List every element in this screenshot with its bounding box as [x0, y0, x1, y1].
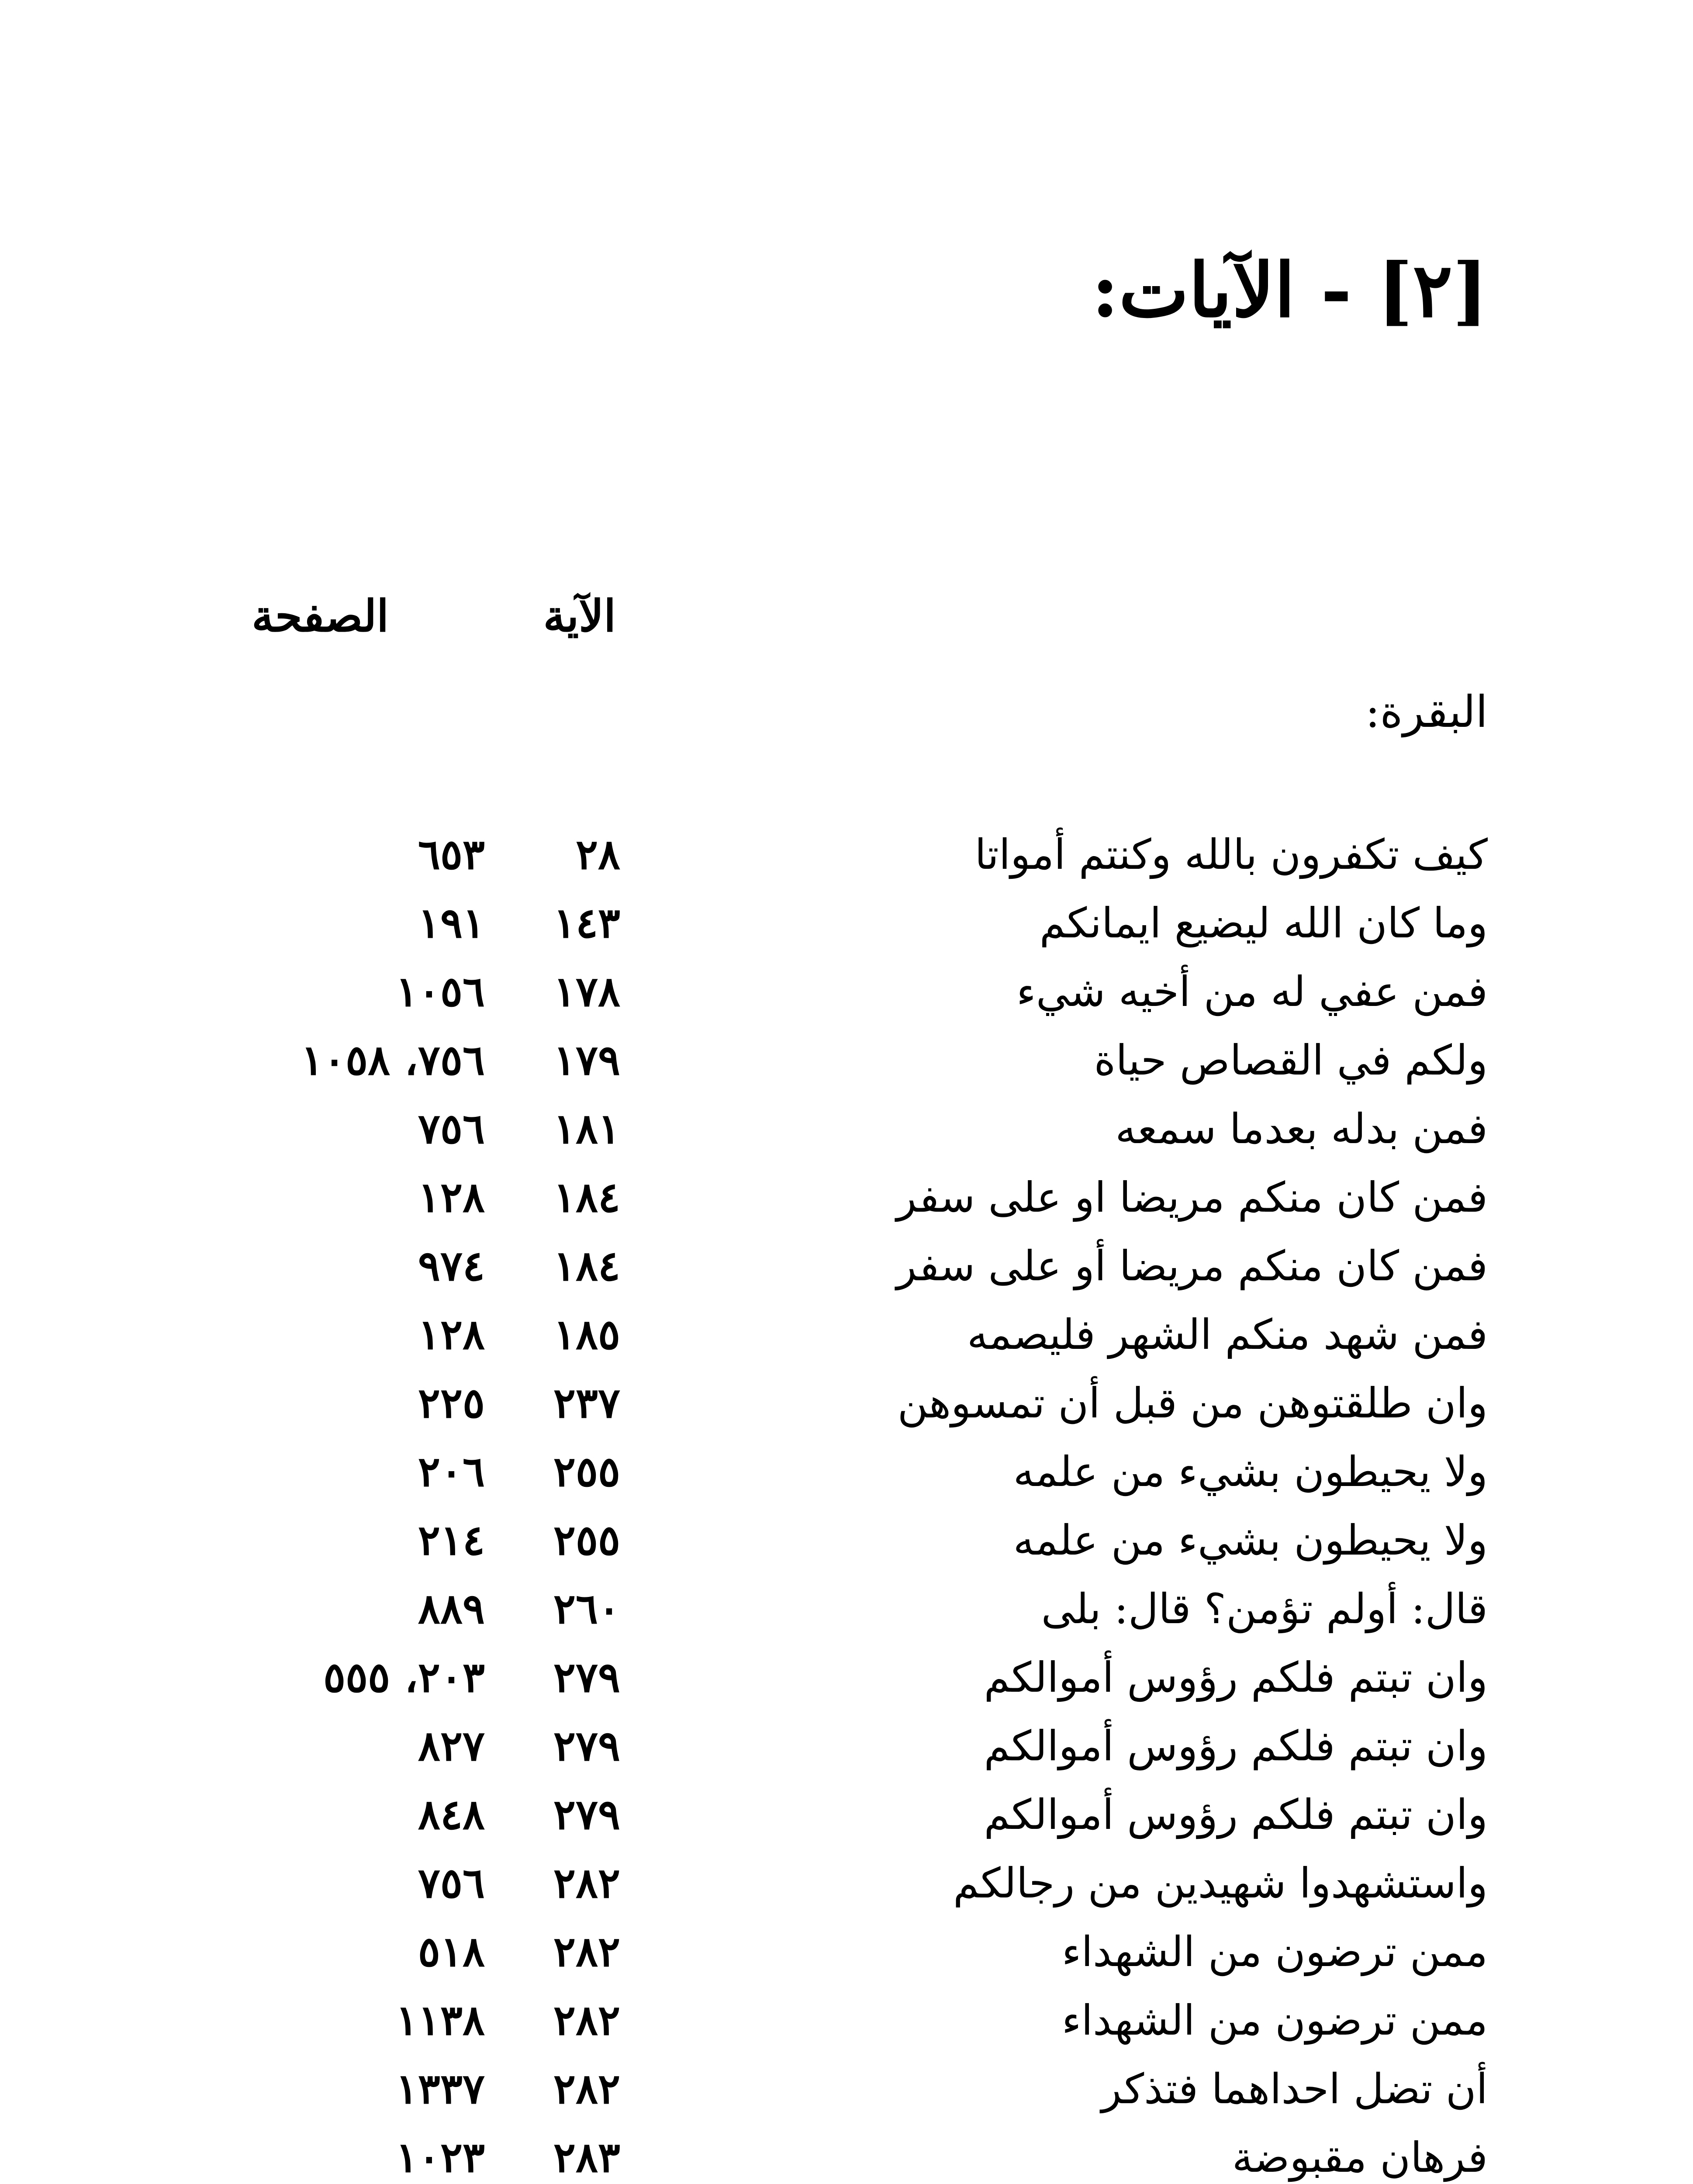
index-row — [0, 1653, 1693, 1721]
verse-text: وان طلقتوهن من قبل أن تمسوهن — [897, 1379, 1488, 1427]
index-row — [0, 1310, 1693, 1379]
verse-text: فمن كان منكم مريضا او على سفر — [896, 1174, 1488, 1222]
verse-text: قال: أولم تؤمن؟ قال: بلى — [1041, 1585, 1488, 1633]
ayah-number: ٢٧٩ — [553, 1790, 620, 1839]
ayah-number: ٢٨٣ — [553, 2133, 620, 2182]
index-row — [0, 2133, 1693, 2184]
index-row — [0, 1859, 1693, 1927]
surah-heading: البقرة: — [1365, 686, 1488, 737]
page-reference: ١٣٣٧ — [395, 2065, 485, 2113]
index-row — [0, 1927, 1693, 1996]
verse-text: ممن ترضون من الشهداء — [1061, 1997, 1488, 2045]
index-row — [0, 1241, 1693, 1310]
page-reference: ٧٥٦، ١٠٥٨ — [301, 1036, 485, 1085]
verse-text: ولا يحيطون بشيء من علمه — [1013, 1448, 1488, 1496]
verse-text: وان تبتم فلكم رؤوس أموالكم — [984, 1722, 1488, 1770]
page-reference: ٧٥٦ — [418, 1105, 485, 1153]
index-row — [0, 1996, 1693, 2064]
ayah-number: ٢٧٩ — [553, 1722, 620, 1770]
page-reference: ٨٨٩ — [418, 1585, 485, 1633]
page-reference: ١١٣٨ — [395, 1996, 485, 2045]
page-reference: ١٠٢٣ — [395, 2133, 485, 2182]
verse-text: واستشهدوا شهيدين من رجالكم — [953, 1859, 1488, 1908]
ayah-number: ٢٣٧ — [553, 1379, 620, 1427]
page-reference: ٢١٤ — [418, 1516, 485, 1565]
page-reference: ٢٢٥ — [418, 1379, 485, 1427]
page-reference: ٢٠٦ — [418, 1448, 485, 1496]
index-row — [0, 1447, 1693, 1516]
index-row — [0, 1721, 1693, 1790]
page-reference: ٥١٨ — [418, 1928, 485, 1976]
ayah-number: ٢٧٩ — [553, 1653, 620, 1702]
verse-text: ولكم في القصاص حياة — [1094, 1037, 1488, 1085]
ayah-number: ١٨٤ — [553, 1242, 620, 1290]
ayah-number: ٢٥٥ — [553, 1516, 620, 1565]
page-reference: ١٢٨ — [418, 1310, 485, 1359]
ayah-number: ٢٨٢ — [553, 2065, 620, 2113]
index-row — [0, 830, 1693, 898]
ayah-number: ١٧٨ — [553, 968, 620, 1016]
page-reference: ١٢٨ — [418, 1173, 485, 1222]
index-table — [0, 830, 1693, 2184]
index-row — [0, 1584, 1693, 1653]
column-header-ayah: الآية — [543, 590, 616, 642]
page-reference: ٨٢٧ — [418, 1722, 485, 1770]
page-reference: ٨٤٨ — [418, 1790, 485, 1839]
ayah-number: ١٧٩ — [553, 1036, 620, 1085]
ayah-number: ٢٨٢ — [553, 1928, 620, 1976]
page-reference: ٦٥٣ — [418, 830, 485, 879]
verse-text: وما كان الله ليضيع ايمانكم — [1039, 899, 1488, 947]
verse-text: فرهان مقبوضة — [1232, 2134, 1488, 2182]
index-row — [0, 1104, 1693, 1173]
index-row — [0, 1379, 1693, 1447]
index-row — [0, 1516, 1693, 1584]
ayah-number: ١٨١ — [553, 1105, 620, 1153]
ayah-number: ١٤٣ — [553, 899, 620, 947]
index-row — [0, 2064, 1693, 2133]
verse-text: فمن كان منكم مريضا أو على سفر — [896, 1242, 1488, 1290]
verse-text: كيف تكفرون بالله وكنتم أمواتا — [974, 831, 1488, 879]
index-row — [0, 898, 1693, 967]
page-reference: ١٩١ — [418, 899, 485, 947]
verse-text: ولا يحيطون بشيء من علمه — [1013, 1517, 1488, 1565]
ayah-number: ٢٨ — [575, 830, 620, 879]
index-row — [0, 967, 1693, 1036]
ayah-number: ٢٨٢ — [553, 1859, 620, 1908]
ayah-number: ٢٥٥ — [553, 1448, 620, 1496]
verse-text: وان تبتم فلكم رؤوس أموالكم — [984, 1791, 1488, 1839]
column-header-page: الصفحة — [252, 590, 389, 642]
ayah-number: ٢٦٠ — [553, 1585, 620, 1633]
verse-text: ممن ترضون من الشهداء — [1061, 1928, 1488, 1976]
ayah-number: ١٨٤ — [553, 1173, 620, 1222]
page-reference: ٩٧٤ — [418, 1242, 485, 1290]
page-reference: ٢٠٣، ٥٥٥ — [323, 1653, 485, 1702]
section-title: [٢] - الآيات: — [1091, 247, 1488, 334]
page-reference: ٧٥٦ — [418, 1859, 485, 1908]
ayah-number: ١٨٥ — [553, 1310, 620, 1359]
index-row — [0, 1036, 1693, 1104]
verse-text: فمن عفي له من أخيه شيء — [1016, 968, 1488, 1016]
ayah-number: ٢٨٢ — [553, 1996, 620, 2045]
page-reference: ١٠٥٦ — [395, 968, 485, 1016]
verse-text: أن تضل احداهما فتذكر — [1101, 2065, 1488, 2113]
index-row — [0, 1790, 1693, 1859]
verse-text: وان تبتم فلكم رؤوس أموالكم — [984, 1654, 1488, 1702]
verse-text: فمن شهد منكم الشهر فليصمه — [967, 1311, 1488, 1359]
index-row — [0, 1173, 1693, 1241]
verse-text: فمن بدله بعدما سمعه — [1115, 1105, 1488, 1153]
